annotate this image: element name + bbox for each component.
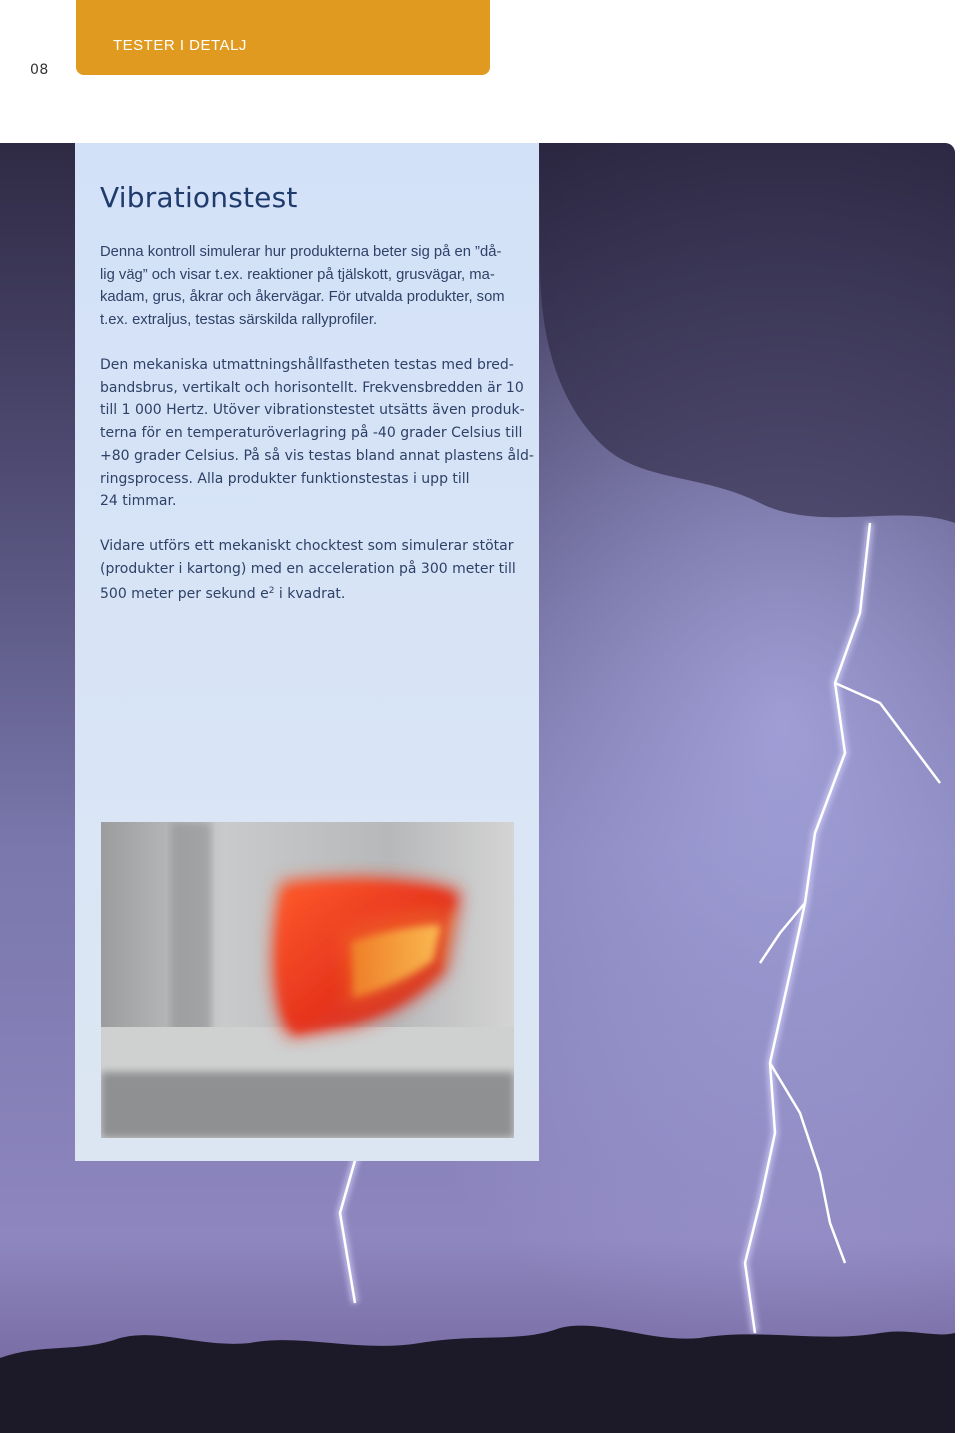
paragraph-line: lig väg” och visar t.ex. reaktioner på tjälskott, grusvägar, ma- (100, 266, 495, 283)
paragraph-line: kadam, grus, åkrar och åkervägar. För utvalda produkter, som (100, 289, 505, 306)
paragraph-line: Den mekaniska utmattningshållfastheten testas med bred- (100, 357, 514, 373)
paragraph-line: bandsbrus, vertikalt och horisontellt. Frekvensbredden är 10 (100, 379, 524, 396)
article-paragraph-2 (100, 354, 534, 513)
paragraph-text: 500 meter per sekund e (100, 586, 269, 603)
paragraph-line: ringsprocess. Alla produkter funktionstestas i upp till (100, 470, 470, 487)
paragraph-line: terna för en temperaturöverlagring på -40 grader Celsius till (100, 425, 523, 442)
paragraph-line (100, 580, 520, 606)
paragraph-text: i kvadrat. (274, 586, 346, 603)
superscript-exponent: 2 (268, 586, 275, 597)
article-paragraph-3 (100, 535, 520, 606)
paragraph-line: 24 timmar. (100, 493, 177, 510)
section-header-tab (76, 0, 490, 75)
article-title: Vibrationstest (100, 181, 298, 214)
vibrating-tail-light-photo (101, 822, 514, 1138)
page-number: 08 (30, 62, 49, 78)
paragraph-line: Vidare utförs ett mekaniskt chocktest som simulerar stötar (100, 538, 514, 554)
paragraph-line: +80 grader Celsius. På så vis testas bland annat plastens åld- (100, 447, 534, 464)
paragraph-line: till 1 000 Hertz. Utöver vibrationstestet utsätts även produk- (100, 402, 525, 419)
paragraph-line: t.ex. extraljus, testas särskilda rallyprofiler. (100, 312, 378, 329)
section-title: TESTER I DETALJ (113, 37, 247, 54)
paragraph-line: Denna kontroll simulerar hur produkterna beter sig på en ”då- (100, 244, 502, 260)
paragraph-line: (produkter i kartong) med en acceleration på 300 meter till (100, 560, 516, 577)
article-paragraph-1 (100, 241, 520, 332)
